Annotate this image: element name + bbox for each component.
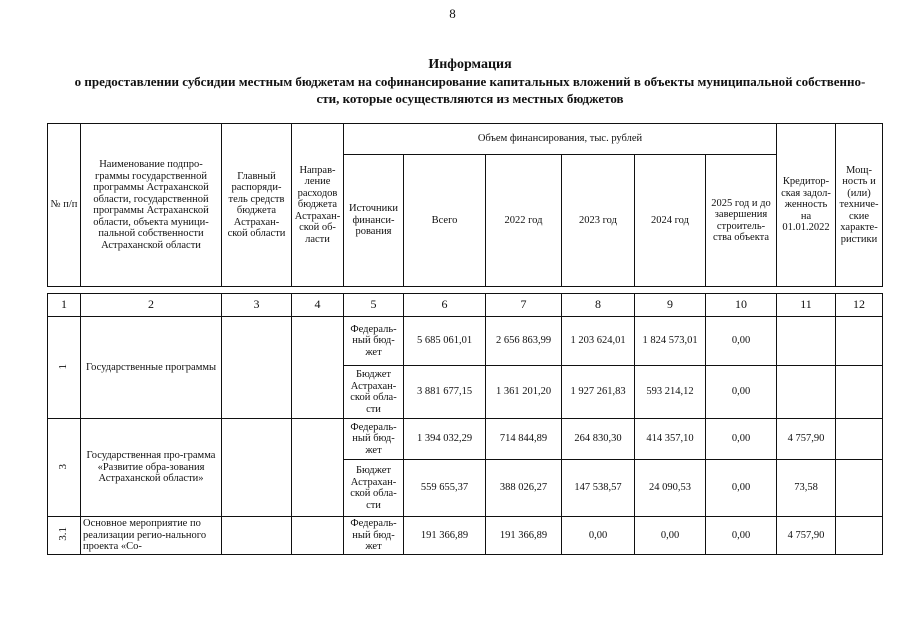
row-2022: 388 026,27 (486, 460, 562, 517)
header-2025: 2025 год и до завершения строитель-ства объекта (706, 155, 777, 287)
row-capacity (836, 419, 883, 460)
row-2024: 24 090,53 (635, 460, 706, 517)
row-2025: 0,00 (706, 317, 777, 366)
row-total: 191 366,89 (404, 517, 486, 555)
row-capacity (836, 517, 883, 555)
table-row (48, 317, 883, 366)
row-2024: 414 357,10 (635, 419, 706, 460)
row-direction (292, 517, 344, 555)
row-direction (292, 317, 344, 419)
col-number: 4 (292, 294, 344, 317)
row-2022: 714 844,89 (486, 419, 562, 460)
row-2023: 147 538,57 (562, 460, 635, 517)
header-num: № п/п (48, 124, 81, 287)
row-debt: 4 757,90 (777, 517, 836, 555)
header-direction: Направ-ление расходов бюджета Астрахан-ской об-ласти (292, 124, 344, 287)
col-number: 2 (81, 294, 222, 317)
row-source: Федераль-ный бюд-жет (344, 419, 404, 460)
row-2022: 1 361 201,20 (486, 366, 562, 419)
row-2023: 1 203 624,01 (562, 317, 635, 366)
header-2023: 2023 год (562, 155, 635, 287)
row-source: Федераль-ный бюд-жет (344, 517, 404, 555)
document-title-block (40, 56, 900, 107)
col-number: 8 (562, 294, 635, 317)
table-row (48, 419, 883, 460)
header-manager: Главный распоряди-тель средств бюджета Астрахан-ской области (222, 124, 292, 287)
row-total: 5 685 061,01 (404, 317, 486, 366)
header-debt: Кредитор-ская задол-женность на 01.01.2022 (777, 124, 836, 287)
row-source: Бюджет Астрахан-ской обла-сти (344, 460, 404, 517)
header-capacity: Мощ-ность и (или) техниче-ские характе-ристики (836, 124, 883, 287)
row-source: Федераль-ный бюд-жет (344, 317, 404, 366)
row-manager (222, 419, 292, 517)
col-number: 9 (635, 294, 706, 317)
document-subtitle-line-1: о предоставлении субсидии местным бюджетам на софинансирование капитальных вложений в объекты муниципальной собственно- (74, 74, 866, 89)
row-number: 1 (57, 364, 70, 370)
row-2022: 191 366,89 (486, 517, 562, 555)
row-number: 3.1 (57, 526, 70, 541)
col-number: 1 (48, 294, 81, 317)
row-2023: 1 927 261,83 (562, 366, 635, 419)
header-2024: 2024 год (635, 155, 706, 287)
col-number: 3 (222, 294, 292, 317)
page-number: 8 (449, 6, 456, 21)
col-number: 5 (344, 294, 404, 317)
row-manager (222, 517, 292, 555)
col-number: 12 (836, 294, 883, 317)
row-2022: 2 656 863,99 (486, 317, 562, 366)
row-2025: 0,00 (706, 517, 777, 555)
row-number-cell (48, 419, 81, 517)
col-number: 11 (777, 294, 836, 317)
row-2023: 0,00 (562, 517, 635, 555)
row-debt (777, 366, 836, 419)
header-sources: Источники финанси-рования (344, 155, 404, 287)
row-debt: 4 757,90 (777, 419, 836, 460)
column-number-row (48, 294, 883, 317)
row-2025: 0,00 (706, 460, 777, 517)
row-capacity (836, 317, 883, 366)
row-debt: 73,58 (777, 460, 836, 517)
row-number-cell (48, 517, 81, 555)
row-capacity (836, 366, 883, 419)
row-source: Бюджет Астрахан-ской обла-сти (344, 366, 404, 419)
header-row-1 (48, 124, 883, 155)
row-2025: 0,00 (706, 419, 777, 460)
header-total: Всего (404, 155, 486, 287)
row-total: 559 655,37 (404, 460, 486, 517)
funding-table (47, 123, 883, 555)
row-total: 1 394 032,29 (404, 419, 486, 460)
row-number-cell (48, 317, 81, 419)
document-subtitle-line-2: сти, которые осуществляются из местных бюджетов (316, 91, 624, 106)
header-funding-group: Объем финансирования, тыс. рублей (344, 124, 777, 155)
row-2025: 0,00 (706, 366, 777, 419)
document-title: Информация (428, 57, 512, 72)
row-name: Государственные программы (81, 317, 222, 419)
row-debt (777, 317, 836, 366)
row-capacity (836, 460, 883, 517)
col-number: 7 (486, 294, 562, 317)
header-2022: 2022 год (486, 155, 562, 287)
row-2024: 1 824 573,01 (635, 317, 706, 366)
row-name: Государственная про-грамма «Развитие обра-зования Астраханской области» (81, 419, 222, 517)
header-gap (48, 287, 883, 294)
row-direction (292, 419, 344, 517)
row-name: Основное мероприятие по реализации регио-нального проекта «Со- (81, 517, 222, 555)
col-number: 10 (706, 294, 777, 317)
table-row (48, 517, 883, 555)
row-number: 3 (57, 464, 70, 470)
row-manager (222, 317, 292, 419)
col-number: 6 (404, 294, 486, 317)
row-2024: 0,00 (635, 517, 706, 555)
row-2023: 264 830,30 (562, 419, 635, 460)
row-total: 3 881 677,15 (404, 366, 486, 419)
header-name: Наименование подпро-граммы государственной программы Астраханской области, государственной программы Астраханской области, объекта муници-пальной собственности Астраханской области (81, 124, 222, 287)
row-2024: 593 214,12 (635, 366, 706, 419)
